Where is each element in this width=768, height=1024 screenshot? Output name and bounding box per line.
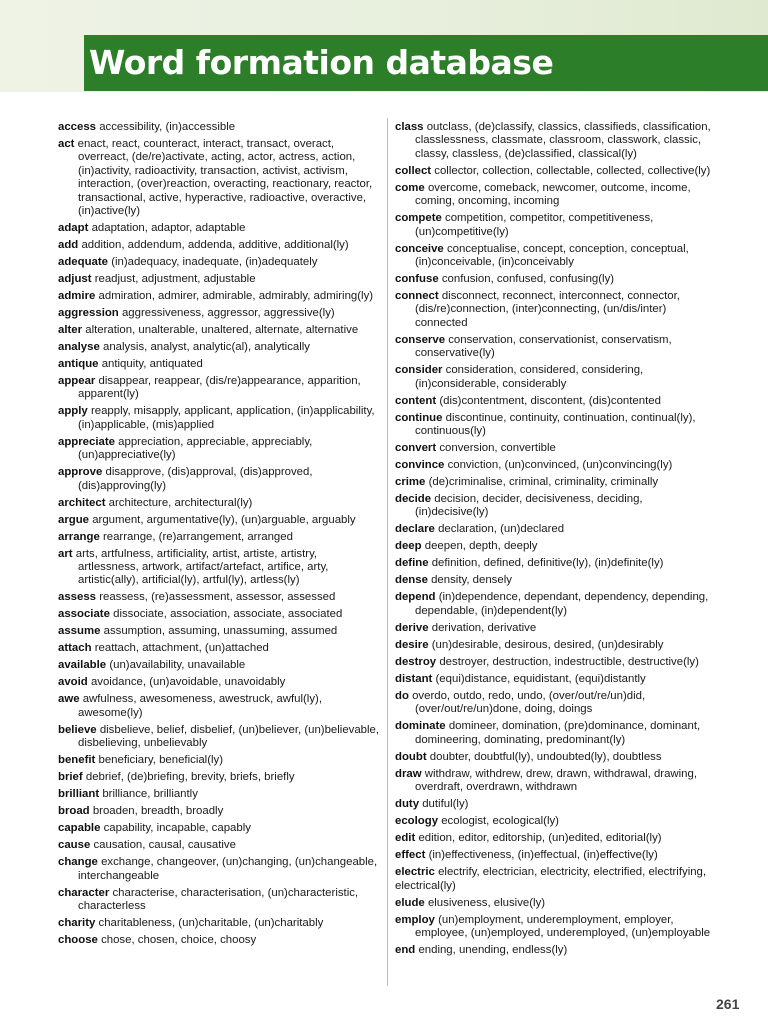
derived-forms: discontinue, continuity, continuation, continual(ly), continuous(ly) (415, 411, 696, 438)
headword: awe (58, 693, 80, 706)
derived-forms: definition, defined, definitive(ly), (in)definite(ly) (431, 557, 664, 570)
derived-forms: competition, competitor, competitiveness, (un)competitive(ly) (415, 212, 654, 238)
derived-forms: reapply, misapply, applicant, application, (in)applicability, (in)applicable, (mis)applied (78, 405, 375, 431)
page-title: Word formation database (89, 43, 554, 82)
dictionary-entry (58, 788, 380, 801)
derived-forms: conversion, convertible (439, 442, 556, 455)
dictionary-entry (58, 497, 380, 510)
dictionary-entry (58, 625, 380, 638)
derived-forms: (in)adequacy, inadequate, (in)adequately (111, 256, 318, 269)
headword: charity (58, 917, 96, 930)
headword: conserve (395, 333, 446, 346)
dictionary-entry (58, 307, 380, 320)
headword: do (395, 689, 409, 702)
derived-forms: (un)availability, unavailable (109, 659, 246, 672)
dictionary-entry (395, 273, 715, 286)
derived-forms: electrify, electrician, electricity, electrified, electrifying, electrical(ly) (395, 866, 707, 892)
headword: attach (58, 642, 92, 655)
headword: depend (395, 591, 436, 604)
dictionary-entry (58, 724, 380, 751)
derived-forms: withdraw, withdrew, drew, drawn, withdrawal, drawing, overdraft, overdrawn, withdrawn (415, 767, 697, 794)
dictionary-entry (58, 548, 380, 588)
dictionary-entry (395, 364, 715, 391)
dictionary-entry (395, 914, 715, 941)
dictionary-entry (58, 887, 380, 914)
dictionary-entry (395, 798, 715, 811)
dictionary-entry (395, 639, 715, 652)
headword: available (58, 659, 107, 672)
dictionary-entry (395, 243, 715, 270)
derived-forms: beneficiary, beneficial(ly) (98, 754, 224, 767)
headword: analyse (58, 341, 100, 354)
dictionary-entry (58, 676, 380, 689)
derived-forms: capability, incapable, capably (103, 822, 251, 835)
derived-forms: adaptation, adaptor, adaptable (91, 222, 246, 235)
dictionary-entry (395, 523, 715, 536)
headword: employ (395, 913, 435, 926)
derived-forms: (de)criminalise, criminal, criminality, criminally (428, 476, 659, 489)
derived-forms: dissociate, association, associate, associated (113, 608, 343, 621)
headword: define (395, 557, 429, 570)
dictionary-entry (395, 866, 715, 893)
derived-forms: outclass, (de)classify, classics, classifieds, classification, classlessness, classmate, classroom, classwork, classic, classy, classless, (de)classified, classical(ly) (415, 121, 711, 160)
headword: decide (395, 493, 432, 506)
derived-forms: (un)desirable, desirous, desired, (un)desirably (431, 638, 664, 651)
headword: distant (395, 672, 433, 685)
dictionary-entry (395, 165, 715, 178)
derived-forms: derivation, derivative (431, 621, 537, 634)
dictionary-entry (58, 239, 380, 252)
dictionary-entry (58, 466, 380, 493)
headword: alter (58, 324, 83, 337)
derived-forms: appreciation, appreciable, appreciably, (un)appreciative(ly) (78, 435, 313, 462)
dictionary-entry (58, 693, 380, 720)
headword: convert (395, 442, 437, 455)
derived-forms: conviction, (un)convinced, (un)convincing(ly) (447, 459, 673, 472)
derived-forms: exchange, changeover, (un)changing, (un)changeable, interchangeable (78, 856, 378, 882)
derived-forms: debrief, (de)briefing, brevity, briefs, briefly (85, 771, 295, 784)
headword: electric (395, 866, 435, 879)
headword: broad (58, 805, 90, 818)
headword: dominate (395, 720, 446, 733)
derived-forms: deepen, depth, deeply (424, 540, 538, 553)
headword: associate (58, 608, 110, 621)
derived-forms: disconnect, reconnect, interconnect, connector, (dis/re)connection, (inter)connecting, (un/dis/inter) connected (415, 290, 680, 329)
dictionary-entry (395, 622, 715, 635)
headword: adjust (58, 273, 92, 286)
derived-forms: causation, causal, causative (93, 839, 236, 852)
column-divider (387, 118, 388, 986)
dictionary-entry (395, 897, 715, 910)
dictionary-entry (395, 832, 715, 845)
dictionary-entry (395, 557, 715, 570)
headword: antique (58, 358, 99, 371)
dictionary-entry (58, 531, 380, 544)
derived-forms: edition, editor, editorship, (un)edited, editorial(ly) (418, 832, 662, 845)
dictionary-entry (395, 182, 715, 209)
derived-forms: (equi)distance, equidistant, (equi)distantly (435, 672, 646, 685)
derived-forms: avoidance, (un)avoidable, unavoidably (90, 676, 286, 689)
dictionary-entry (58, 436, 380, 463)
dictionary-entry (58, 341, 380, 354)
derived-forms: aggressiveness, aggressor, aggressive(ly) (121, 307, 335, 320)
dictionary-entry (58, 856, 380, 883)
headword: elude (395, 896, 425, 909)
dictionary-entry (58, 358, 380, 371)
derived-forms: overcome, comeback, newcomer, outcome, income, coming, oncoming, incoming (415, 181, 691, 208)
dictionary-entry (395, 849, 715, 862)
derived-forms: (un)employment, underemployment, employer, employee, (un)employed, underemployed, (un)employable (415, 913, 711, 939)
derived-forms: analysis, analyst, analytic(al), analytically (102, 341, 311, 354)
derived-forms: dutiful(ly) (422, 798, 469, 811)
headword: approve (58, 466, 103, 479)
headword: derive (395, 621, 429, 634)
derived-forms: antiquity, antiquated (101, 358, 203, 371)
headword: apply (58, 405, 88, 418)
derived-forms: brilliance, brilliantly (102, 788, 198, 801)
dictionary-entry (395, 768, 715, 795)
headword: architect (58, 496, 106, 509)
dictionary-entry (395, 751, 715, 764)
headword: character (58, 886, 110, 899)
derived-forms: admiration, admirer, admirable, admirably, admiring(ly) (98, 290, 374, 303)
dictionary-entry (395, 815, 715, 828)
dictionary-entry (58, 375, 380, 402)
dictionary-entry (58, 822, 380, 835)
headword: aggression (58, 307, 119, 320)
dictionary-entry (58, 222, 380, 235)
dictionary-entry (58, 138, 380, 218)
dictionary-entry (395, 395, 715, 408)
derived-forms: disappear, reappear, (dis/re)appearance, apparition, apparent(ly) (78, 375, 361, 401)
dictionary-entry (395, 944, 715, 957)
page-number: 261 (716, 996, 740, 1012)
derived-forms: reassess, (re)assessment, assessor, assessed (99, 591, 336, 604)
dictionary-entry (58, 659, 380, 672)
derived-forms: readjust, adjustment, adjustable (94, 273, 256, 286)
headword: adapt (58, 222, 89, 235)
derived-forms: disbelieve, belief, disbelief, (un)believer, (un)believable, disbelieving, unbelievably (78, 723, 380, 750)
headword: benefit (58, 754, 96, 767)
headword: class (395, 121, 424, 133)
headword: cause (58, 839, 91, 852)
headword: come (395, 181, 425, 194)
derived-forms: rearrange, (re)arrangement, arranged (102, 530, 293, 543)
headword: arrange (58, 530, 100, 543)
derived-forms: reattach, attachment, (un)attached (94, 642, 269, 655)
headword: conceive (395, 242, 444, 255)
headword: art (58, 547, 73, 560)
dictionary-entry (395, 574, 715, 587)
derived-forms: consideration, considered, considering, (in)considerable, considerably (415, 364, 644, 390)
headword: believe (58, 723, 97, 736)
dictionary-entry (58, 121, 380, 134)
derived-forms: awfulness, awesomeness, awestruck, awful(ly), awesome(ly) (78, 693, 322, 719)
dictionary-entry (395, 720, 715, 747)
headword: desire (395, 638, 429, 651)
derived-forms: accessibility, (in)accessible (99, 121, 236, 133)
headword: consider (395, 364, 443, 377)
headword: appear (58, 375, 96, 388)
headword: access (58, 121, 97, 133)
dictionary-entry (58, 917, 380, 930)
headword: brilliant (58, 788, 100, 801)
derived-forms: alteration, unalterable, unaltered, alternate, alternative (85, 324, 359, 337)
dictionary-entry (58, 256, 380, 269)
headword: crime (395, 476, 426, 489)
dictionary-entry (58, 324, 380, 337)
derived-forms: (dis)contentment, discontent, (dis)contented (439, 394, 661, 407)
headword: adequate (58, 256, 109, 269)
headword: destroy (395, 655, 437, 668)
headword: draw (395, 767, 422, 780)
headword: choose (58, 934, 98, 947)
dictionary-entry (395, 459, 715, 472)
left-column (58, 121, 380, 951)
headword: continue (395, 411, 443, 424)
derived-forms: elusiveness, elusive(ly) (427, 896, 546, 909)
dictionary-entry (58, 771, 380, 784)
dictionary-entry (58, 290, 380, 303)
derived-forms: doubter, doubtful(ly), undoubted(ly), doubtless (429, 750, 662, 763)
dictionary-entry (58, 514, 380, 527)
headword: ecology (395, 815, 439, 828)
headword: assess (58, 591, 97, 604)
headword: assume (58, 625, 101, 638)
headword: deep (395, 540, 422, 553)
dictionary-entry (395, 656, 715, 669)
derived-forms: characterise, characterisation, (un)characteristic, characterless (78, 886, 359, 913)
derived-forms: assumption, assuming, unassuming, assumed (103, 625, 338, 638)
headword: add (58, 239, 79, 252)
headword: duty (395, 798, 420, 811)
headword: compete (395, 212, 442, 225)
headword: collect (395, 164, 432, 177)
derived-forms: broaden, breadth, broadly (92, 805, 224, 818)
derived-forms: ecologist, ecological(ly) (441, 815, 559, 828)
headword: convince (395, 459, 445, 472)
derived-forms: charitableness, (un)charitable, (un)charitably (98, 917, 324, 930)
dictionary-entry (58, 273, 380, 286)
derived-forms: overdo, outdo, redo, undo, (over/out/re/un)did, (over/out/re/un)done, doing, doings (412, 689, 646, 716)
headword: argue (58, 513, 90, 526)
headword: admire (58, 290, 96, 303)
derived-forms: collector, collection, collectable, collected, collective(ly) (434, 164, 711, 177)
headword: act (58, 138, 75, 150)
headword: capable (58, 822, 101, 835)
dictionary-entry (58, 591, 380, 604)
derived-forms: (in)dependence, dependant, dependency, depending, dependable, (in)dependent(ly) (415, 591, 709, 617)
dictionary-entry (395, 476, 715, 489)
dictionary-entry (58, 934, 380, 947)
dictionary-entry (58, 642, 380, 655)
headword: dense (395, 574, 428, 587)
derived-forms: disapprove, (dis)approval, (dis)approved, (dis)approving(ly) (78, 466, 313, 492)
headword: avoid (58, 676, 88, 689)
headword: content (395, 394, 437, 407)
dictionary-entry (58, 608, 380, 621)
derived-forms: enact, react, counteract, interact, transact, overact, overreact, (de/re)activate, acting, actor, actress, action, (in)activity, radioactivity, transaction, activist, activism, interaction, (over)reaction, overacting, reactionary, reactor, transactional, active, hyperactive, radioactive, overactive, (in)active(ly) (77, 138, 373, 218)
headword: end (395, 943, 416, 956)
headword: change (58, 856, 98, 869)
dictionary-entry (395, 493, 715, 520)
dictionary-entry (58, 754, 380, 767)
derived-forms: decision, decider, decisiveness, deciding, (in)decisive(ly) (415, 493, 643, 519)
headword: doubt (395, 750, 427, 763)
headword: edit (395, 832, 416, 845)
headword: confuse (395, 273, 439, 286)
headword: effect (395, 849, 426, 862)
derived-forms: declaration, (un)declared (438, 523, 565, 536)
derived-forms: argument, argumentative(ly), (un)arguable, arguably (92, 513, 356, 526)
dictionary-entry (58, 805, 380, 818)
dictionary-entry (395, 673, 715, 686)
dictionary-entry (395, 121, 715, 161)
derived-forms: addition, addendum, addenda, additive, additional(ly) (81, 239, 349, 252)
derived-forms: domineer, domination, (pre)dominance, dominant, domineering, dominating, predominant(ly) (415, 720, 701, 746)
derived-forms: (in)effectiveness, (in)effectual, (in)effective(ly) (428, 849, 658, 862)
derived-forms: chose, chosen, choice, choosy (101, 934, 257, 947)
dictionary-entry (58, 839, 380, 852)
derived-forms: architecture, architectural(ly) (108, 496, 253, 509)
derived-forms: destroyer, destruction, indestructible, destructive(ly) (439, 655, 699, 668)
dictionary-entry (395, 412, 715, 439)
dictionary-entry (395, 334, 715, 361)
headword: brief (58, 771, 83, 784)
derived-forms: ending, unending, endless(ly) (418, 943, 568, 956)
dictionary-entry (395, 442, 715, 455)
derived-forms: conceptualise, concept, conception, conceptual, (in)conceivable, (in)conceivably (415, 242, 689, 269)
dictionary-entry (395, 690, 715, 717)
dictionary-entry (395, 290, 715, 330)
dictionary-entry (58, 405, 380, 432)
derived-forms: confusion, confused, confusing(ly) (441, 273, 615, 286)
dictionary-entry (395, 540, 715, 553)
headword: connect (395, 290, 439, 303)
derived-forms: arts, artfulness, artificiality, artist, artiste, artistry, artlessness, artwork, artifact/artefact, artifice, arty, artistic(ally), artificial(ly), artful(ly), artless(ly) (75, 547, 329, 587)
dictionary-entry (395, 212, 715, 239)
dictionary-entry (395, 591, 715, 618)
headword: declare (395, 523, 435, 536)
derived-forms: density, densely (431, 574, 512, 587)
headword: appreciate (58, 435, 115, 448)
derived-forms: conservation, conservationist, conservatism, conservative(ly) (415, 333, 672, 360)
right-column (395, 121, 715, 961)
